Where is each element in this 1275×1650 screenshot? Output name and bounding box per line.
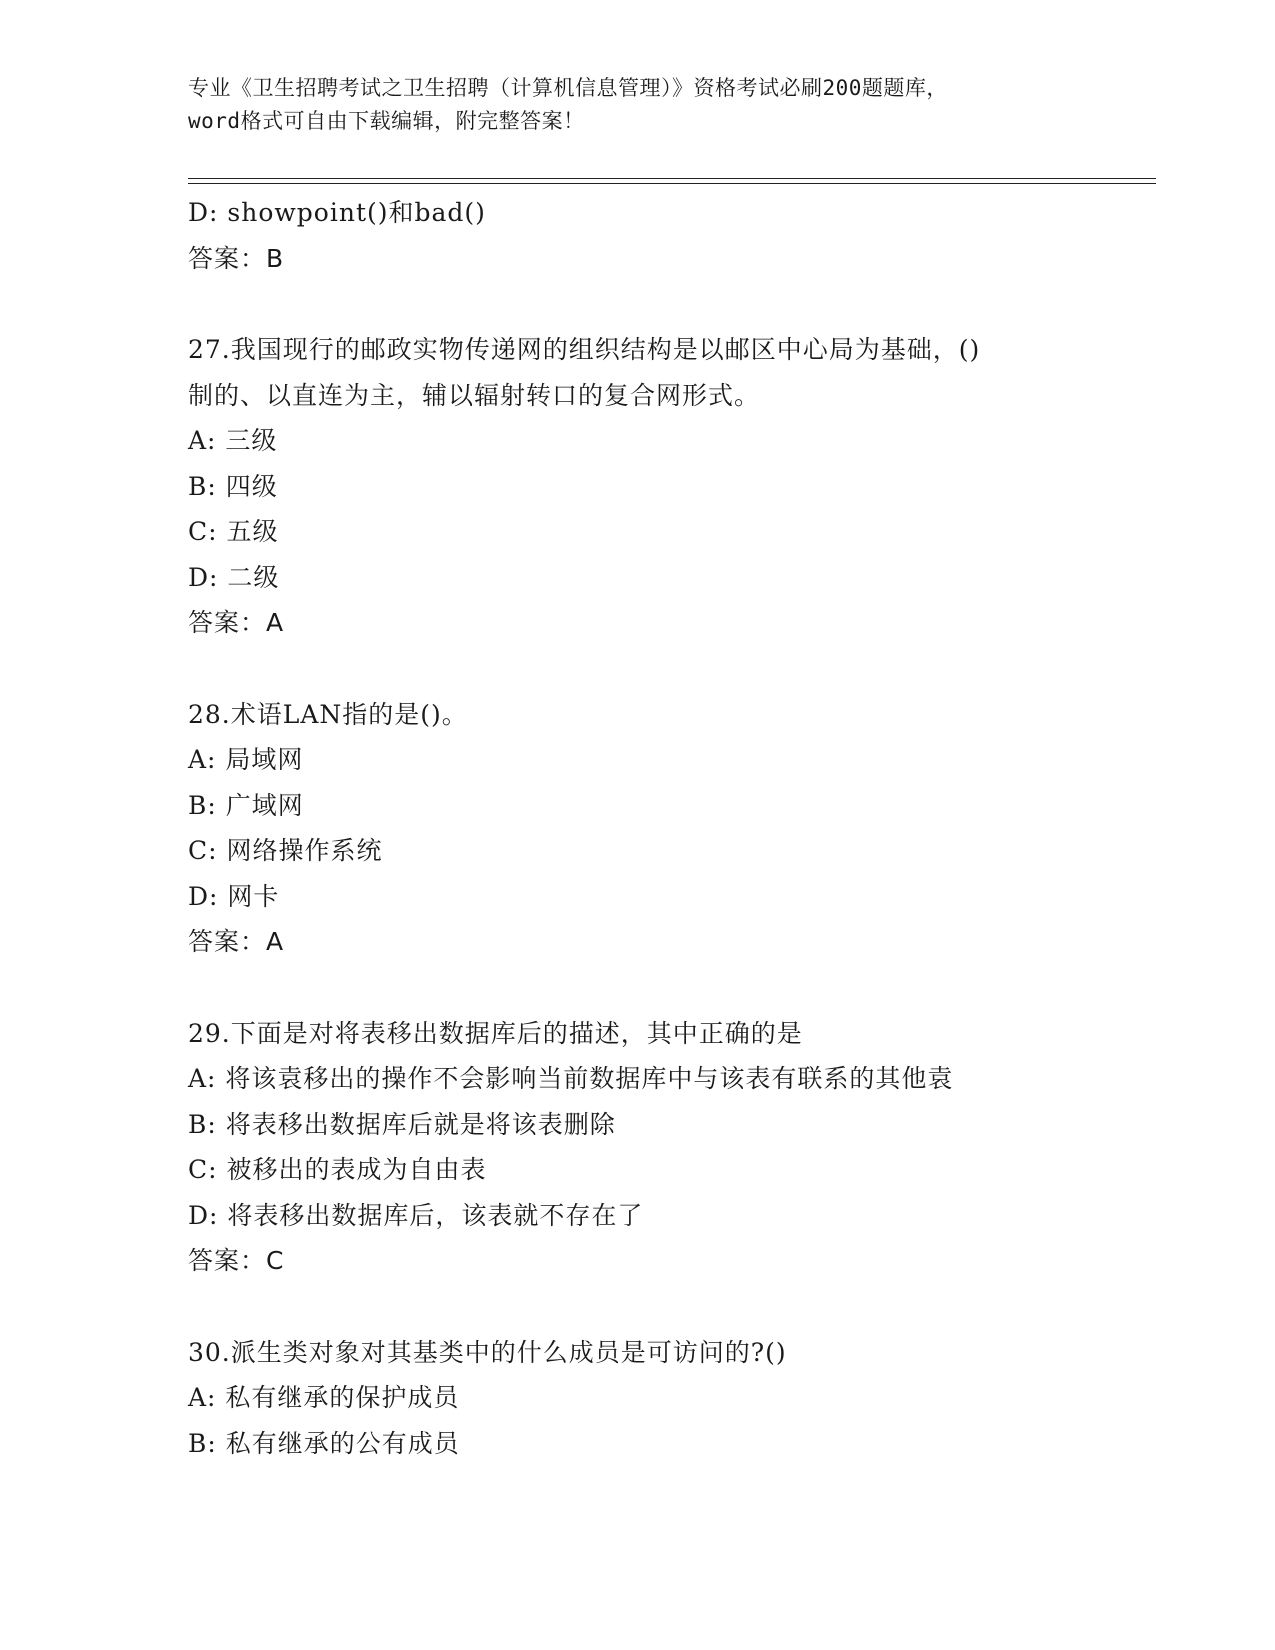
spacer [188,1284,1088,1330]
header-divider-top [188,178,1156,179]
option-a: A: 私有继承的保护成员 [188,1383,460,1412]
option-b: B: 四级 [188,471,278,501]
option-c: C: 五级 [188,517,279,546]
document-header [188,72,1088,138]
header-title-line-2: word格式可自由下载编辑，附完整答案！ [188,109,585,133]
spacer [188,281,1088,327]
option-d: D: showpoint()和bad() [188,198,486,227]
option-a: A: 将该袁移出的操作不会影响当前数据库中与该表有联系的其他袁 [188,1064,954,1093]
header-divider-bottom [188,183,1156,184]
answer-text: 答案：C [188,1246,285,1275]
option-b: B: 将表移出数据库后就是将该表删除 [188,1109,616,1139]
question-stem: 27.我国现行的邮政实物传递网的组织结构是以邮区中心局为基础，() [188,335,981,364]
question-list [188,190,1088,1466]
question-stem: 30.派生类对象对其基类中的什么成员是可访问的?() [188,1337,787,1367]
question-26-tail [188,190,1088,281]
question-stem: 28.术语LAN指的是()。 [188,699,468,729]
spacer [188,646,1088,692]
answer-text: 答案：A [188,608,285,637]
option-d: D: 二级 [188,562,280,592]
option-a: A: 局域网 [188,745,304,774]
answer-text: 答案：B [188,243,285,273]
question-29 [188,1011,1088,1284]
option-c: C: 网络操作系统 [188,836,383,865]
question-27 [188,327,1088,646]
option-d: D: 将表移出数据库后，该表就不存在了 [188,1200,644,1230]
question-stem: 29.下面是对将表移出数据库后的描述，其中正确的是 [188,1018,803,1048]
answer-text: 答案：A [188,927,285,956]
question-28 [188,692,1088,965]
question-stem-continued: 制的、以直连为主，辅以辐射转口的复合网形式。 [188,380,761,410]
question-30 [188,1330,1088,1467]
option-d: D: 网卡 [188,881,280,911]
option-a: A: 三级 [188,426,278,455]
header-title-line-1: 专业《卫生招聘考试之卫生招聘（计算机信息管理）》资格考试必刷200题题库， [188,76,948,100]
option-c: C: 被移出的表成为自由表 [188,1155,487,1184]
spacer [188,965,1088,1011]
option-b: B: 广域网 [188,790,304,820]
option-b: B: 私有继承的公有成员 [188,1428,460,1458]
